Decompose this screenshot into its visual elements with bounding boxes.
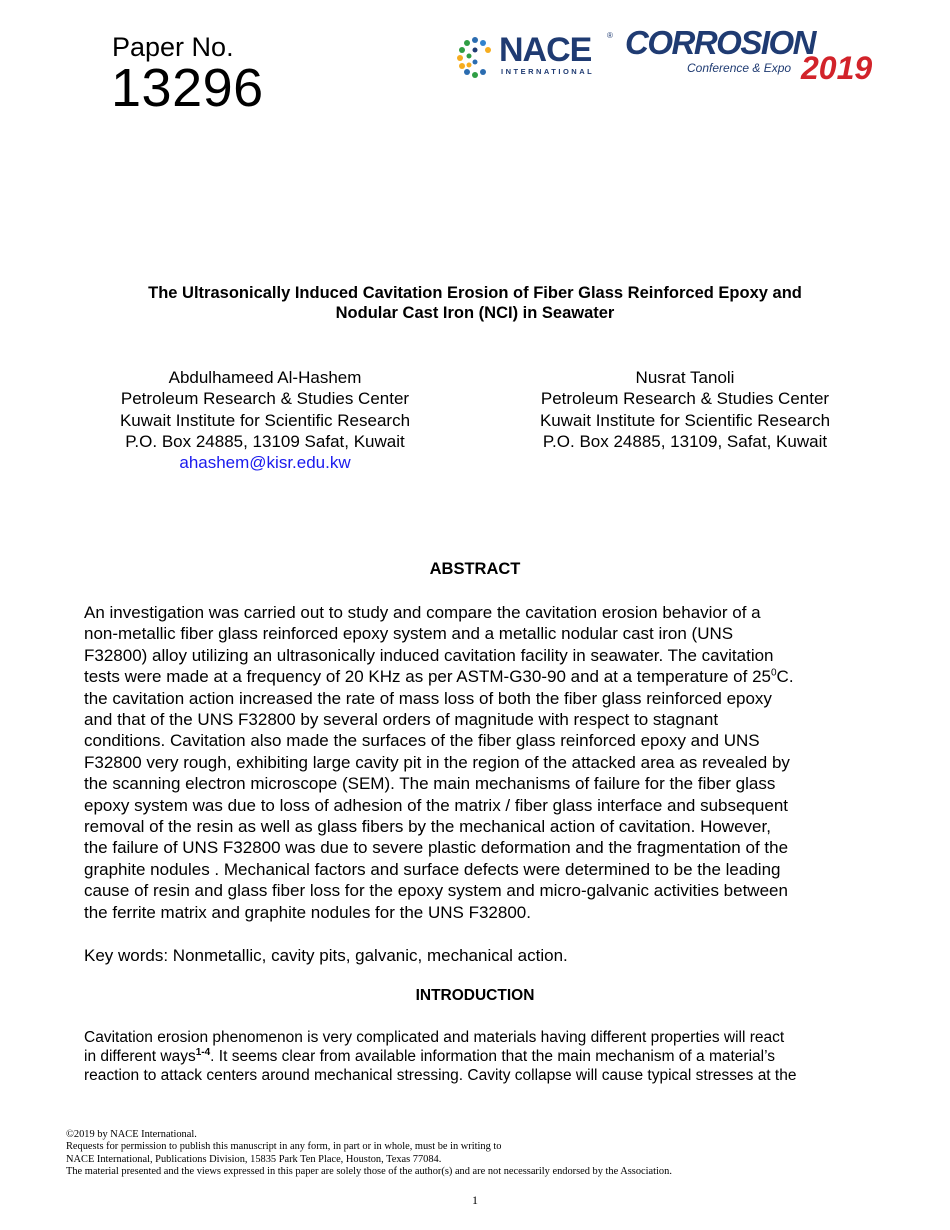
footer-line: The material presented and the views expressed in this paper are solely those of the author(s) and are not necessarily endorsed by the Association. [66,1166,672,1178]
abstract-line: cause of resin and glass fiber loss for the epoxy system and micro-galvanic activities between [84,881,788,901]
abstract-line: removal of the resin as well as glass fibers by the mechanical action of cavitation. However, [84,817,771,837]
abstract-body [84,602,874,923]
abstract-line: the ferrite matrix and graphite nodules for the UNS F32800. [84,902,531,922]
author-name: Abdulhameed Al-Hashem [168,368,362,387]
introduction-body [84,1028,874,1086]
footer-line: NACE International, Publications Division, 15835 Park Ten Place, Houston, Texas 77084. [66,1153,442,1165]
nace-logo-word: NACE [499,31,592,69]
keywords: Key words: Nonmetallic, cavity pits, galvanic, mechanical action. [84,946,568,965]
abstract-line: graphite nodules . Mechanical factors and surface defects were determined to be the leading [84,859,781,879]
intro-line-post: . It seems clear from available information that the main mechanism of a material’s [210,1048,776,1066]
author-name: Nusrat Tanoli [635,368,735,387]
paper-title [90,283,860,323]
corrosion-logo-sub: Conference & Expo [687,61,792,75]
nace-logo [455,31,615,80]
author-address: P.O. Box 24885, 13109, Safat, Kuwait [542,431,828,451]
abstract-line: non-metallic fiber glass reinforced epoxy system and a metallic nodular cast iron (UNS [84,624,734,644]
paper-number-label: Paper No. [112,32,234,62]
abstract-temp-sup: 0 [770,667,777,679]
abstract-line: the cavitation action increased the rate of mass loss of both the fiber glass reinforced epoxy [84,688,772,708]
abstract-line: and that of the UNS F32800 by several orders of magnitude with respect to stagnant [84,710,719,730]
citation-superscript: 1-4 [195,1047,211,1059]
abstract-line: An investigation was carried out to study and compare the cavitation erosion behavior of a [84,603,761,622]
footer-line: Requests for permission to publish this manuscript in any form, in part or in whole, must be in writing to [66,1141,502,1153]
author-block-1 [85,367,445,473]
paper-title-line-1: The Ultrasonically Induced Cavitation Erosion of Fiber Glass Reinforced Epoxy and [148,284,802,302]
corrosion-2019-logo [625,24,885,88]
introduction-heading: INTRODUCTION [415,987,535,1004]
intro-line: Cavitation erosion phenomenon is very complicated and materials having different properties will react [84,1029,785,1046]
author-institution: Kuwait Institute for Scientific Research [119,410,411,430]
nace-logo-registered: ® [607,31,613,40]
intro-line-pre: in different ways [84,1048,196,1066]
copyright-footer [66,1129,886,1179]
abstract-temp-pre: tests were made at a frequency of 20 KHz as per ASTM-G30-90 and at a temperature of 25 [84,667,771,687]
abstract-heading: ABSTRACT [429,560,521,578]
abstract-line: the scanning electron microscope (SEM). The main mechanisms of failure for the fiber glass [84,774,776,794]
corrosion-logo-year: 2019 [801,50,873,86]
author-institution: Kuwait Institute for Scientific Research [539,410,831,430]
abstract-line: F32800 very rough, exhibiting large cavity pit in the region of the attacked area as revealed by [84,752,790,772]
nace-logo-sub: INTERNATIONAL [501,67,595,76]
author-org: Petroleum Research & Studies Center [120,389,410,409]
nace-globe-icon [455,34,497,80]
corrosion-logo-word: CORROSION [625,24,816,61]
paper-number: 13296 [111,58,264,118]
intro-line: reaction to attack centers around mechanical stressing. Cavity collapse will cause typical stresses at the [84,1067,797,1085]
abstract-line: conditions. Cavitation also made the surfaces of the fiber glass reinforced epoxy and UNS [84,731,760,751]
author-email-link[interactable]: ahashem@kisr.edu.kw [179,453,351,473]
page-number: 1 [472,1193,478,1207]
abstract-line-temperature [84,666,874,687]
author-org: Petroleum Research & Studies Center [540,389,830,409]
abstract-line: F32800) alloy utilizing an ultrasonically induced cavitation facility in seawater. The cavitation [84,645,774,665]
author-address: P.O. Box 24885, 13109 Safat, Kuwait [125,431,405,451]
author-block-2 [505,367,865,452]
intro-line-citation [84,1047,874,1066]
paper-title-line-2: Nodular Cast Iron (NCI) in Seawater [335,304,615,322]
abstract-line: epoxy system was due to loss of adhesion of the matrix / fiber glass interface and subsequent [84,795,788,815]
abstract-line: the failure of UNS F32800 was due to severe plastic deformation and the fragmentation of the [84,838,789,858]
footer-line: ©2019 by NACE International. [66,1129,197,1140]
abstract-temp-post: C. [776,667,794,687]
